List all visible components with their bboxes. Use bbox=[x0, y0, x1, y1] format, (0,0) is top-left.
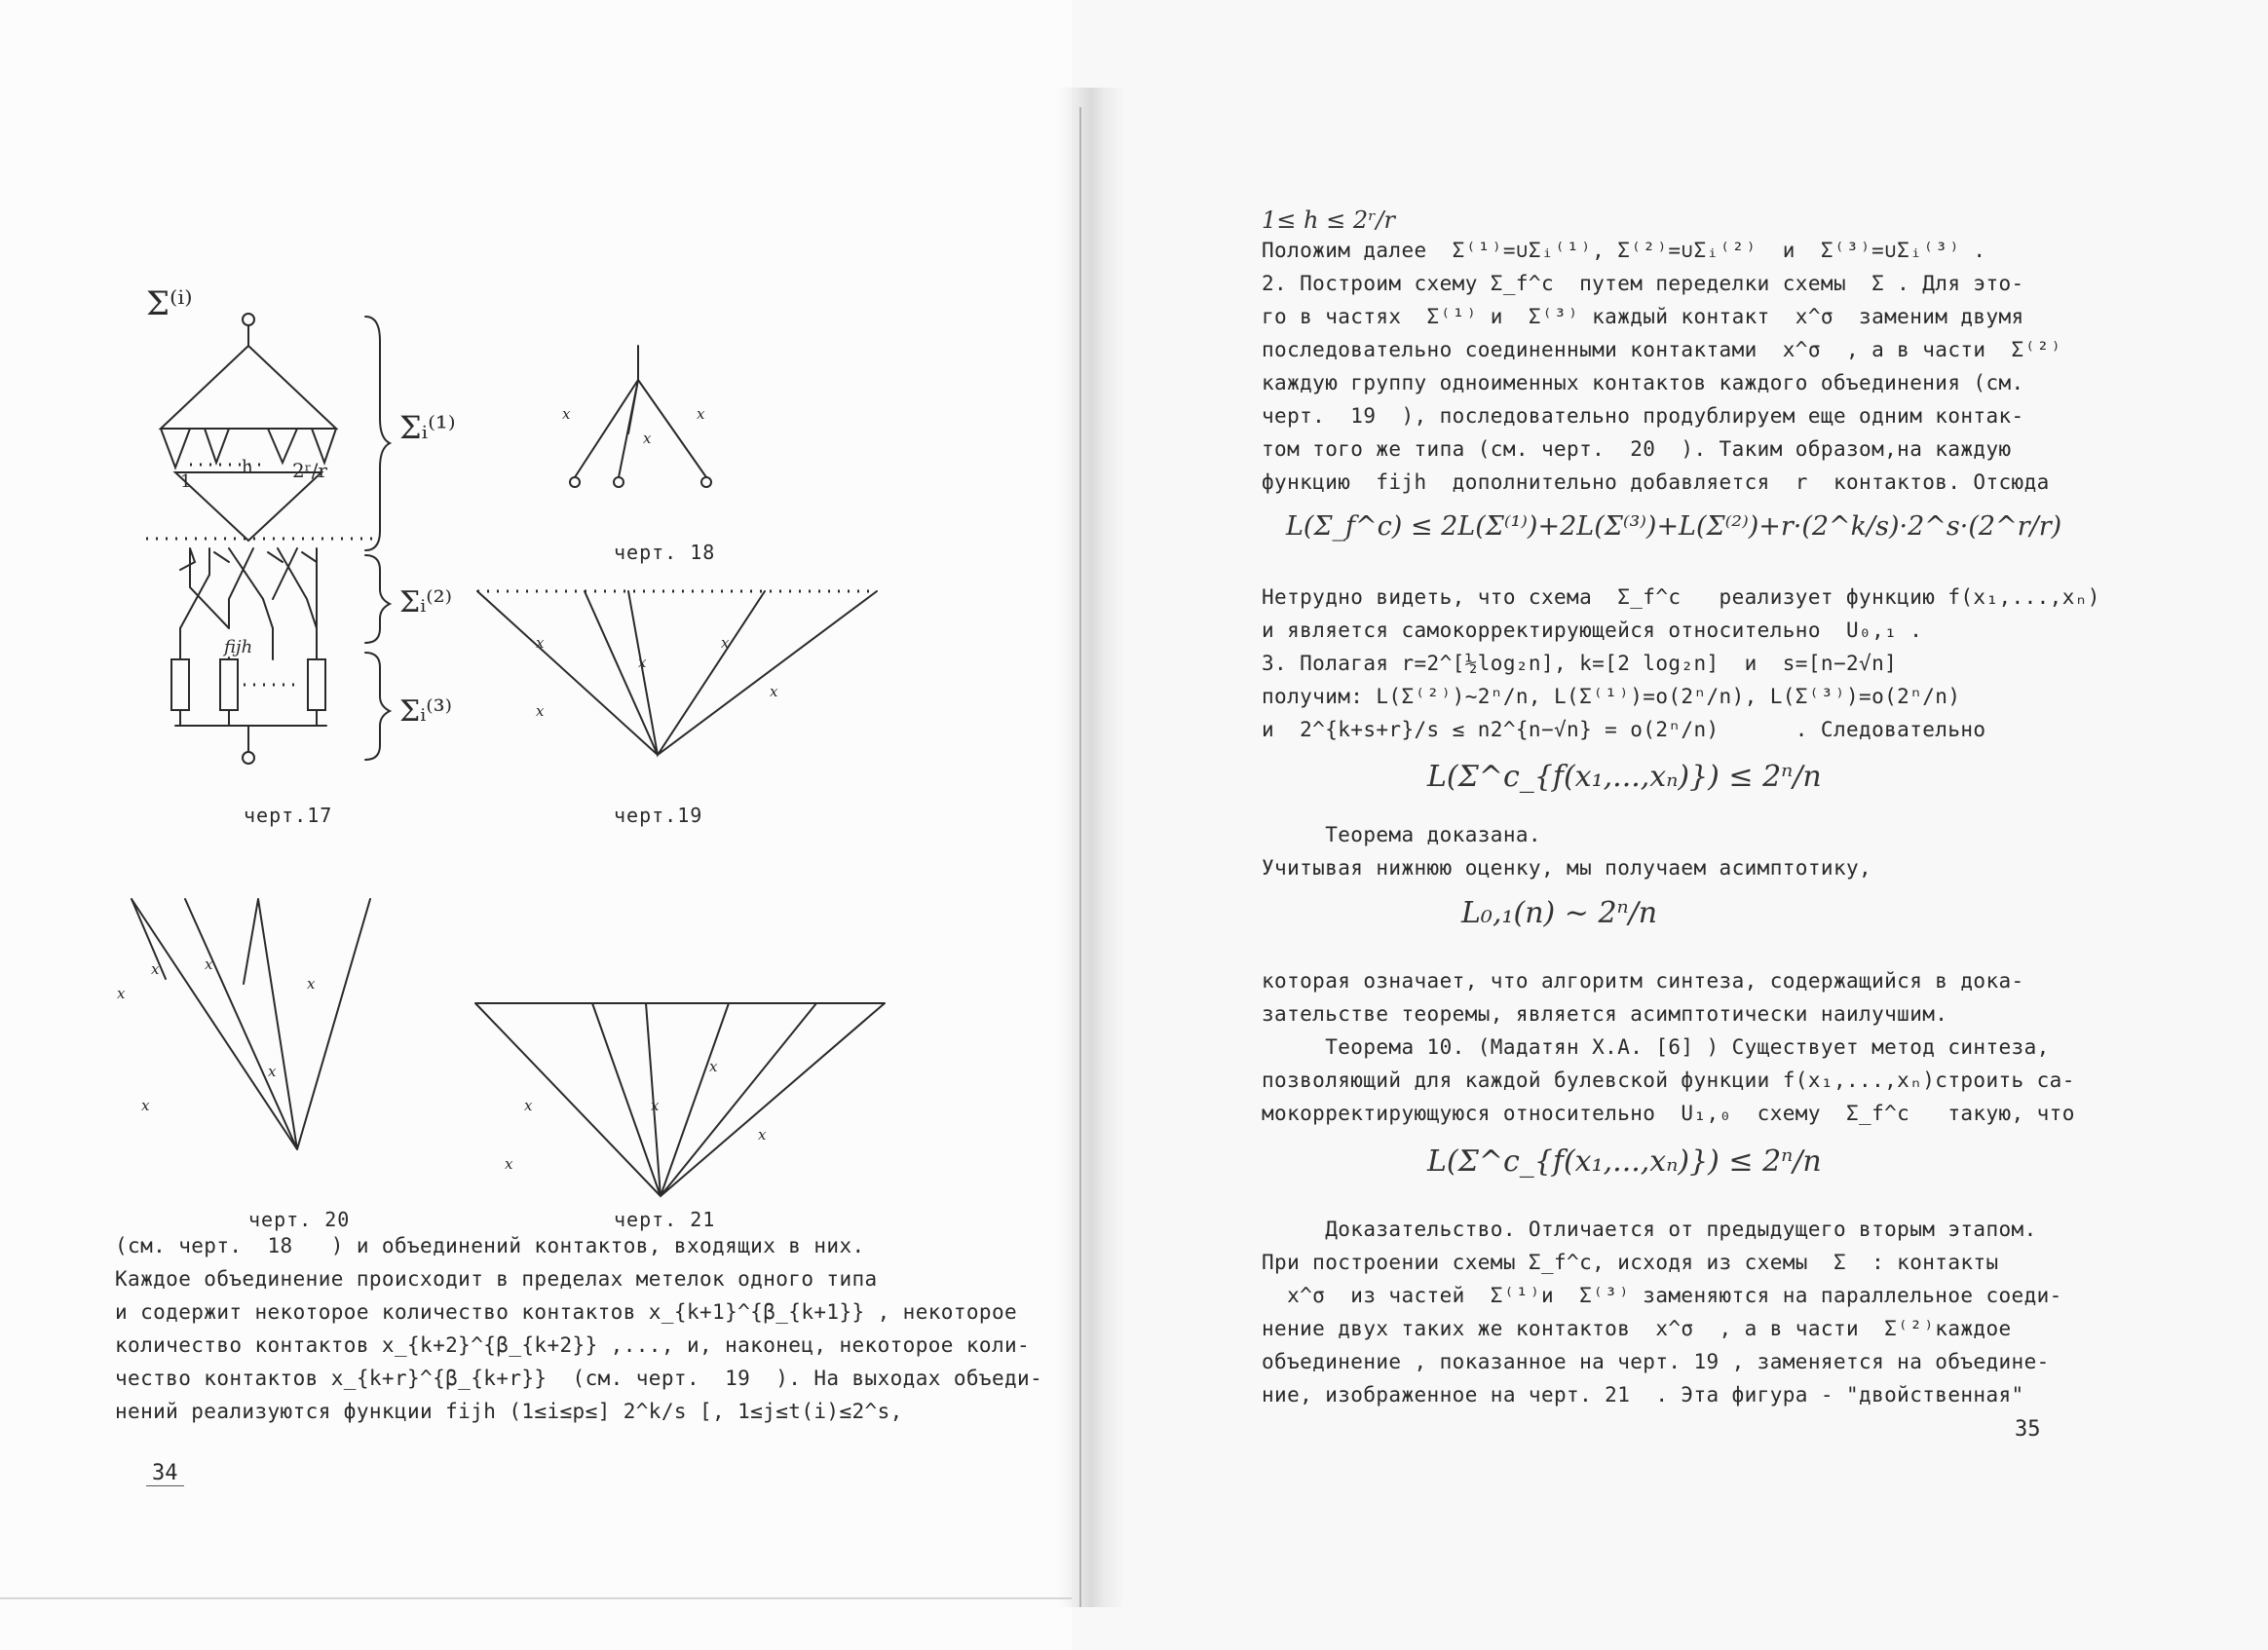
svg-text:x: x bbox=[141, 1097, 150, 1114]
figure-20 bbox=[112, 891, 443, 1154]
svg-text:x: x bbox=[562, 405, 571, 423]
fig17-sigma2-label: Σᵢ⁽²⁾ bbox=[399, 585, 453, 619]
right-text-line-16: которая означает, что алгоритм синтеза, содержащийся в дока- bbox=[1262, 969, 2024, 993]
left-text-line-5: чество контактов x_{k+r}^{β_{k+r}} (см. черт. 19 ). На выходах объеди- bbox=[115, 1367, 1043, 1390]
svg-text:x: x bbox=[268, 1063, 277, 1080]
svg-text:x: x bbox=[697, 405, 705, 423]
fig17-box-1 bbox=[171, 659, 189, 710]
right-text-line-21: Доказательство. Отличается от предыдущего вторым этапом. bbox=[1262, 1218, 2037, 1241]
svg-text:x: x bbox=[536, 702, 545, 720]
right-text-line-4: последовательно соединенными контактами x^σ , а в части Σ⁽²⁾ bbox=[1262, 338, 2062, 361]
right-text-line-20: мокорректирующуюся относительно U₁,₀ схему Σ_f^c такую, что bbox=[1262, 1102, 2075, 1125]
fig20-caption: черт. 20 bbox=[248, 1208, 351, 1231]
fig17-label-2r: 2ʳ/r bbox=[292, 459, 327, 482]
fig17-upper-triangle bbox=[161, 346, 336, 429]
right-text-line-7: том того же типа (см. черт. 20 ). Таким образом,на каждую bbox=[1262, 437, 2012, 461]
svg-text:x: x bbox=[651, 1097, 660, 1114]
fig17-label-one: 1 bbox=[180, 471, 192, 492]
right-text-line-11: 3. Полагая r=2^[½log₂n], k=[2 log₂n] и s=[n−2√n] bbox=[1262, 652, 1898, 675]
svg-text:x: x bbox=[709, 1058, 718, 1075]
fig17-sigma1-label: Σᵢ⁽¹⁾ bbox=[399, 409, 456, 446]
fig17-label-h: h bbox=[242, 457, 253, 477]
left-text-line-2: Каждое объединение происходит в пределах метелок одного типа bbox=[115, 1267, 878, 1291]
right-top-line: 1≤ h ≤ 2ʳ/r bbox=[1262, 206, 1395, 234]
left-text-line-6: нений реализуются функции fijh (1≤i≤p≤] 2^k/s [, 1≤j≤t(i)≤2^s, bbox=[115, 1400, 903, 1423]
right-text-line-2: 2. Построим схему Σ_f^c путем переделки схемы Σ . Для это- bbox=[1262, 272, 2024, 295]
svg-text:x: x bbox=[770, 683, 778, 700]
right-text-line-8: функцию fijh дополнительно добавляется r контактов. Отсюда bbox=[1262, 470, 2050, 494]
svg-text:x: x bbox=[151, 960, 160, 978]
svg-text:x: x bbox=[643, 430, 652, 447]
figure-19 bbox=[477, 589, 887, 765]
svg-text:x: x bbox=[205, 956, 213, 973]
right-text-line-19: позволяющий для каждой булевской функции f(x₁,...,xₙ)строить са- bbox=[1262, 1069, 2075, 1092]
right-text-line-13: и 2^{k+s+r}/s ≤ n2^{n−√n} = o(2ⁿ/n) . Следовательно bbox=[1262, 718, 1986, 741]
formula-1: L(Σ_f^c) ≤ 2L(Σ⁽¹⁾)+2L(Σ⁽³⁾)+L(Σ⁽²⁾)+r·(2^k/s)·2^s·(2^r/r) bbox=[1286, 511, 2062, 542]
fig19-caption: черт.19 bbox=[614, 804, 703, 827]
fig17-box-3 bbox=[308, 659, 325, 710]
fig17-top-node bbox=[243, 314, 254, 325]
right-text-line-25: объединение , показанное на черт. 19 , заменяется на объедине- bbox=[1262, 1350, 2050, 1373]
svg-text:x: x bbox=[758, 1126, 767, 1144]
formula-3: L₀,₁(n) ~ 2ⁿ/n bbox=[1461, 896, 1658, 930]
fig21-caption: черт. 21 bbox=[614, 1208, 716, 1231]
right-text-line-15: Учитывая нижнюю оценку, мы получаем асимптотику, bbox=[1262, 856, 1872, 880]
fig17-label-fijh: fijh bbox=[224, 637, 253, 657]
fig17-crossings bbox=[180, 548, 317, 628]
fig17-caption: черт.17 bbox=[244, 804, 333, 827]
right-text-line-22: При построении схемы Σ_f^c, исходя из схемы Σ : контакты bbox=[1262, 1251, 1999, 1274]
fig17-sigma3-label: Σᵢ⁽³⁾ bbox=[399, 694, 453, 729]
fig17-sigma-top: Σ⁽ⁱ⁾ bbox=[146, 284, 193, 323]
left-text-line-4: количество контактов x_{k+2}^{β_{k+2}} ,..., и, наконец, некоторое коли- bbox=[115, 1333, 1031, 1357]
fig18-caption: черт. 18 bbox=[614, 541, 716, 564]
right-text-line-18: Теорема 10. (Мадатян Х.А. [6] ) Существует метод синтеза, bbox=[1262, 1035, 2050, 1059]
right-text-line-3: го в частях Σ⁽¹⁾ и Σ⁽³⁾ каждый контакт x^σ заменим двумя bbox=[1262, 305, 2024, 328]
right-page-number: 35 bbox=[2015, 1417, 2041, 1442]
right-text-line-6: черт. 19 ), последовательно продублируем еще одним контак- bbox=[1262, 404, 2024, 428]
svg-text:x: x bbox=[536, 634, 545, 652]
right-text-line-24: нение двух таких же контактов x^σ , а в части Σ⁽²⁾каждое bbox=[1262, 1317, 2012, 1340]
svg-text:x: x bbox=[524, 1097, 533, 1114]
right-text-line-26: ние, изображенное на черт. 21 . Эта фигура - "двойственная" bbox=[1262, 1383, 2024, 1406]
right-text-line-10: и является самокорректирующейся относительно U₀,₁ . bbox=[1262, 619, 1923, 642]
book-gutter-shadow bbox=[1057, 88, 1125, 1607]
right-text-line-1: Положим далее Σ⁽¹⁾=∪Σᵢ⁽¹⁾, Σ⁽²⁾=∪Σᵢ⁽²⁾ и Σ⁽³⁾=∪Σᵢ⁽³⁾ . bbox=[1262, 239, 1986, 262]
svg-text:x: x bbox=[638, 654, 647, 671]
right-text-line-12: получим: L(Σ⁽²⁾)~2ⁿ/n, L(Σ⁽¹⁾)=o(2ⁿ/n), L(Σ⁽³⁾)=o(2ⁿ/n) bbox=[1262, 685, 1961, 708]
right-text-line-9: Нетрудно видеть, что схема Σ_f^c реализует функцию f(x₁,...,xₙ) bbox=[1262, 585, 2100, 609]
svg-text:x: x bbox=[505, 1155, 513, 1173]
page-bottom-edge bbox=[0, 1597, 1072, 1599]
fig17-box-2 bbox=[220, 659, 238, 710]
gutter-line bbox=[1079, 107, 1081, 1607]
formula-2: L(Σ^c_{f(x₁,...,xₙ)}) ≤ 2ⁿ/n bbox=[1427, 760, 1822, 794]
figure-21 bbox=[466, 974, 894, 1198]
left-text-line-1: (см. черт. 18 ) и объединений контактов, входящих в них. bbox=[115, 1234, 865, 1257]
svg-text:x: x bbox=[721, 634, 730, 652]
svg-text:x: x bbox=[307, 975, 316, 993]
left-text-line-3: и содержит некоторое количество контактов x_{k+1}^{β_{k+1}} , некоторое bbox=[115, 1300, 1018, 1324]
right-text-line-17: зательстве теоремы, является асимптотически наилучшим. bbox=[1262, 1002, 1948, 1026]
left-page-number: 34 bbox=[146, 1461, 184, 1486]
right-text-line-23: x^σ из частей Σ⁽¹⁾и Σ⁽³⁾ заменяются на параллельное соеди- bbox=[1262, 1284, 2062, 1307]
right-text-line-14: Теорема доказана. bbox=[1262, 823, 1541, 846]
figure-18 bbox=[560, 336, 736, 482]
formula-4: L(Σ^c_{f(x₁,...,xₙ)}) ≤ 2ⁿ/n bbox=[1427, 1144, 1822, 1179]
svg-text:x: x bbox=[117, 985, 126, 1002]
right-text-line-5: каждую группу одноименных контактов каждого объединения (см. bbox=[1262, 371, 2024, 394]
fig17-inverted-triangle bbox=[175, 472, 321, 541]
